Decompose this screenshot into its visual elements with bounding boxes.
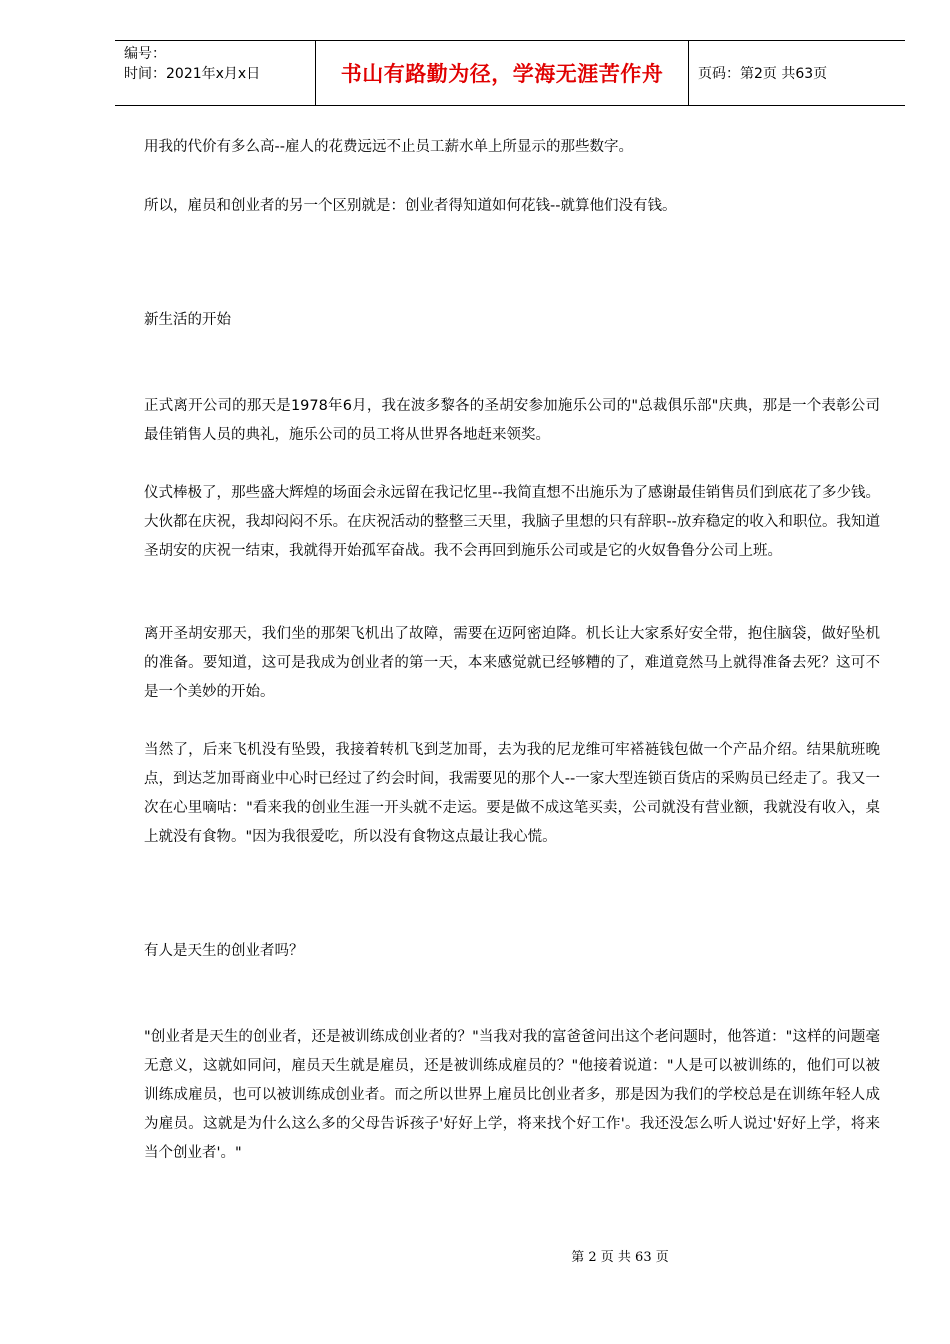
serial-number-label: 编号： [124, 46, 166, 62]
page-header [115, 40, 905, 106]
motto-text: 书山有路勤为径，学海无涯苦作舟 [340, 61, 664, 86]
page-footer [0, 1246, 950, 1265]
paragraph: 离开圣胡安那天，我们坐的那架飞机出了故障，需要在迈阿密迫降。机长让大家系好安全带，抱住脑袋，做好坠机的准备。要知道，这可是我成为创业者的第一天，本来感觉就已经够糟的了，难道竟然马上就得准备去死？这可不是一个美妙的开始。 [144, 626, 880, 700]
section-heading: 新生活的开始 [144, 312, 231, 328]
paragraph: "创业者是天生的创业者，还是被训练成创业者的？"当我对我的富爸爸问出这个老问题时，他答道："这样的问题毫无意义，这就如同问，雇员天生就是雇员，还是被训练成雇员的？"他接着说道："人是可以被训练的，他们可以被训练成雇员，也可以被训练成创业者。而之所以世界上雇员比创业者多，那是因为我们的学校总是在训练年轻人成为雇员。这就是为什么这么多的父母告诉孩子'好好上学，将来找个好工作'。我还没怎么听人说过'好好上学，将来当个创业者'。" [144, 1029, 880, 1161]
header-meta [115, 41, 315, 105]
page-number-label: 页码：第2页 共63页 [698, 66, 828, 82]
header-page-cell [689, 41, 905, 105]
section-heading: 有人是天生的创业者吗？ [144, 943, 304, 959]
paragraph: 当然了，后来飞机没有坠毁，我接着转机飞到芝加哥，去为我的尼龙维可牢褡裢钱包做一个产品介绍。结果航班晚点，到达芝加哥商业中心时已经过了约会时间，我需要见的那个人--一家大型连锁百货店的采购员已经走了。我又一次在心里嘀咕："看来我的创业生涯一开头就不走运。要是做不成这笔买卖，公司就没有营业额，我就没有收入，桌上就没有食物。"因为我很爱吃，所以没有食物这点最让我心慌。 [144, 742, 880, 845]
paragraph: 正式离开公司的那天是1978年6月，我在波多黎各的圣胡安参加施乐公司的"总裁俱乐部"庆典，那是一个表彰公司最佳销售人员的典礼，施乐公司的员工将从世界各地赶来领奖。 [144, 398, 880, 443]
footer-page-number: 第 2 页 共 63 页 [571, 1250, 669, 1265]
header-motto-cell [315, 41, 689, 105]
paragraph: 仪式棒极了，那些盛大辉煌的场面会永远留在我记忆里--我简直想不出施乐为了感谢最佳销售员们到底花了多少钱。大伙都在庆祝，我却闷闷不乐。在庆祝活动的整整三天里，我脑子里想的只有辞职--放弃稳定的收入和职位。我知道圣胡安的庆祝一结束，我就得开始孤军奋战。我不会再回到施乐公司或是它的火奴鲁鲁分公司上班。 [144, 485, 880, 559]
date-label: 时间：2021年x月x日 [124, 66, 261, 82]
paragraph: 用我的代价有多么高--雇人的花费远远不止员工薪水单上所显示的那些数字。 [144, 139, 633, 155]
paragraph: 所以，雇员和创业者的另一个区别就是：创业者得知道如何花钱--就算他们没有钱。 [144, 198, 677, 214]
